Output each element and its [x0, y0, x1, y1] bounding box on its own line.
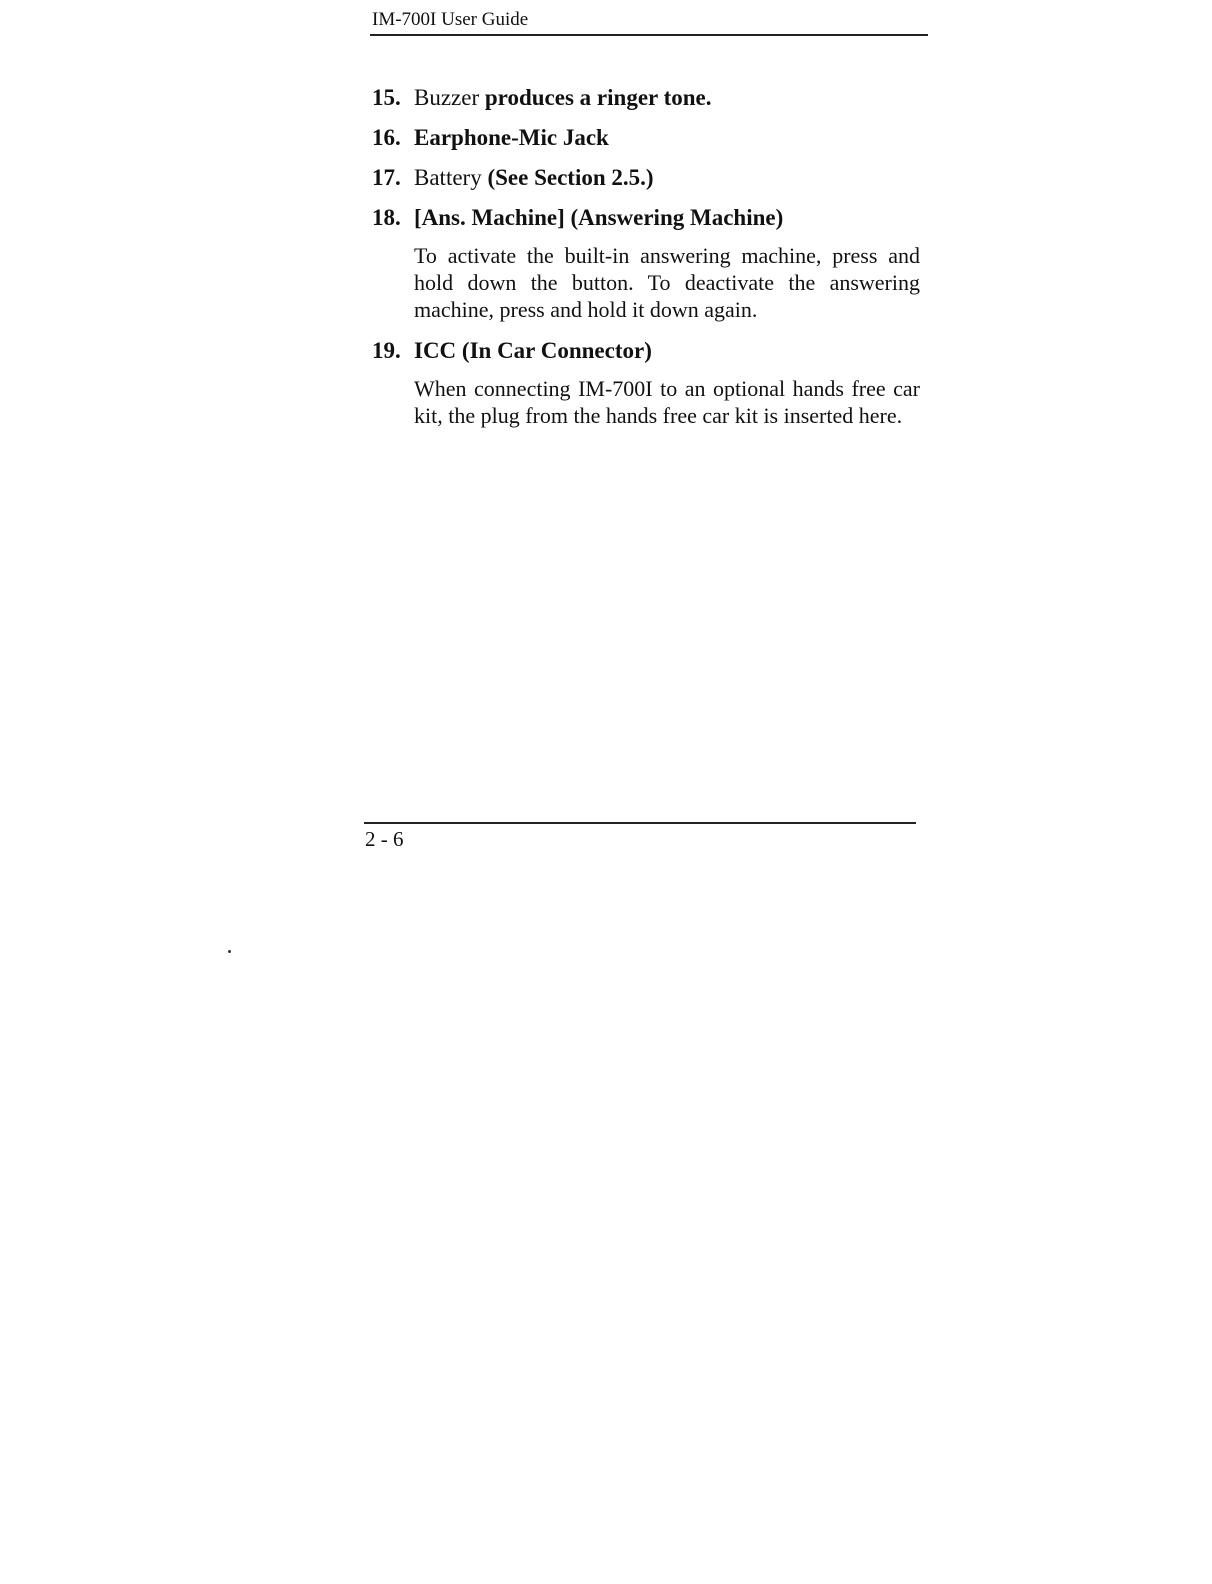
item-bold-text: (See Section 2.5.) [487, 165, 654, 190]
item-title: [Ans. Machine] (Answering Machine) [414, 205, 784, 230]
item-description: To activate the built-in answering machine, press and hold down the button. To deactivate the answering machine, press and hold it down again. [414, 243, 920, 322]
list-item [372, 82, 920, 114]
item-title [414, 162, 654, 194]
page-number: 2 - 6 [365, 827, 404, 851]
item-number: 17. [372, 165, 401, 190]
list-item [372, 202, 920, 234]
item-title [414, 82, 711, 114]
item-number: 16. [372, 125, 401, 150]
item-title: Earphone-Mic Jack [414, 125, 609, 150]
item-number: 19. [372, 338, 401, 363]
list-item [372, 335, 920, 367]
list-item [372, 122, 920, 154]
item-list [372, 82, 920, 441]
running-header [370, 8, 928, 36]
item-number: 18. [372, 205, 401, 230]
item-title: ICC (In Car Connector) [414, 338, 652, 363]
footer-rule [364, 822, 916, 824]
item-plain-text: Battery [414, 165, 482, 190]
item-plain-text: Buzzer [414, 85, 480, 110]
item-bold-text: produces a ringer tone. [484, 85, 712, 110]
item-number: 15. [372, 85, 401, 110]
item-description: When connecting IM-700I to an optional hands free car kit, the plug from the hands free car kit is inserted here. [414, 376, 920, 428]
list-item [372, 162, 920, 194]
scan-speck [228, 950, 231, 953]
header-title: IM-700I User Guide [372, 9, 529, 30]
